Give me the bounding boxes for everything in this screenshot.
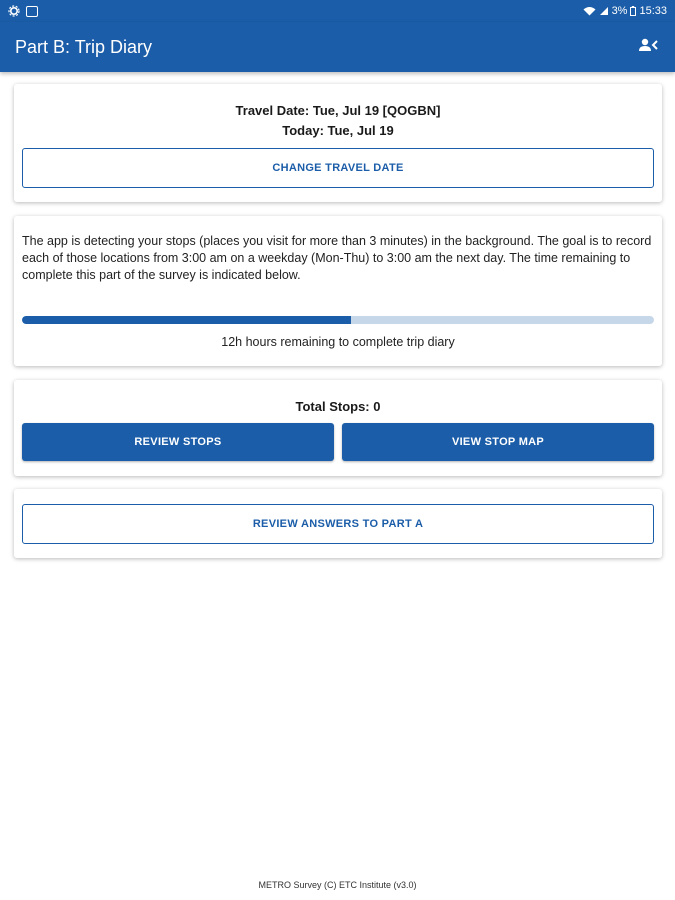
view-stop-map-button[interactable]: VIEW STOP MAP: [342, 423, 654, 461]
page-title: Part B: Trip Diary: [15, 36, 153, 57]
status-bar: [0, 0, 675, 22]
time-remaining-label: 12h hours remaining to complete trip diary: [221, 335, 455, 349]
change-travel-date-button[interactable]: CHANGE TRAVEL DATE: [22, 148, 654, 188]
footer-copyright: METRO Survey (C) ETC Institute (v3.0): [258, 880, 417, 890]
app-bar: [0, 22, 675, 72]
review-answers-part-a-button[interactable]: REVIEW ANSWERS TO PART A: [22, 504, 654, 544]
time-remaining-progress: [22, 316, 654, 324]
image-notification-icon: [26, 6, 38, 17]
travel-date-label: Travel Date: Tue, Jul 19 [QOGBN]: [235, 103, 441, 118]
wifi-icon: [583, 6, 596, 16]
stops-card: [14, 380, 662, 476]
travel-date-card: [14, 84, 662, 202]
user-switch-icon: [639, 38, 659, 52]
status-indicators: [583, 5, 667, 17]
user-switch-button[interactable]: [639, 38, 659, 57]
today-label: Today: Tue, Jul 19: [282, 123, 394, 138]
total-stops-label: Total Stops: 0: [295, 399, 381, 414]
battery-level: 3%: [611, 5, 628, 17]
review-answers-card: [14, 489, 662, 558]
signal-icon: [599, 6, 609, 16]
detection-description: The app is detecting your stops (places you visit for more than 3 minutes) in the background. The goal is to record each of those locations from 3:00 am on a weekday (Mon-Thu) to 3:00 am the next day. The time remaining to complete this part of the survey is indicated below.: [22, 234, 652, 282]
status-notifications: [8, 5, 38, 17]
stop-detection-info-card: [14, 216, 662, 366]
review-stops-button[interactable]: REVIEW STOPS: [22, 423, 334, 461]
battery-icon: [630, 6, 636, 16]
settings-gear-icon: [8, 5, 20, 17]
progress-fill: [22, 316, 351, 324]
clock: 15:33: [639, 5, 667, 17]
